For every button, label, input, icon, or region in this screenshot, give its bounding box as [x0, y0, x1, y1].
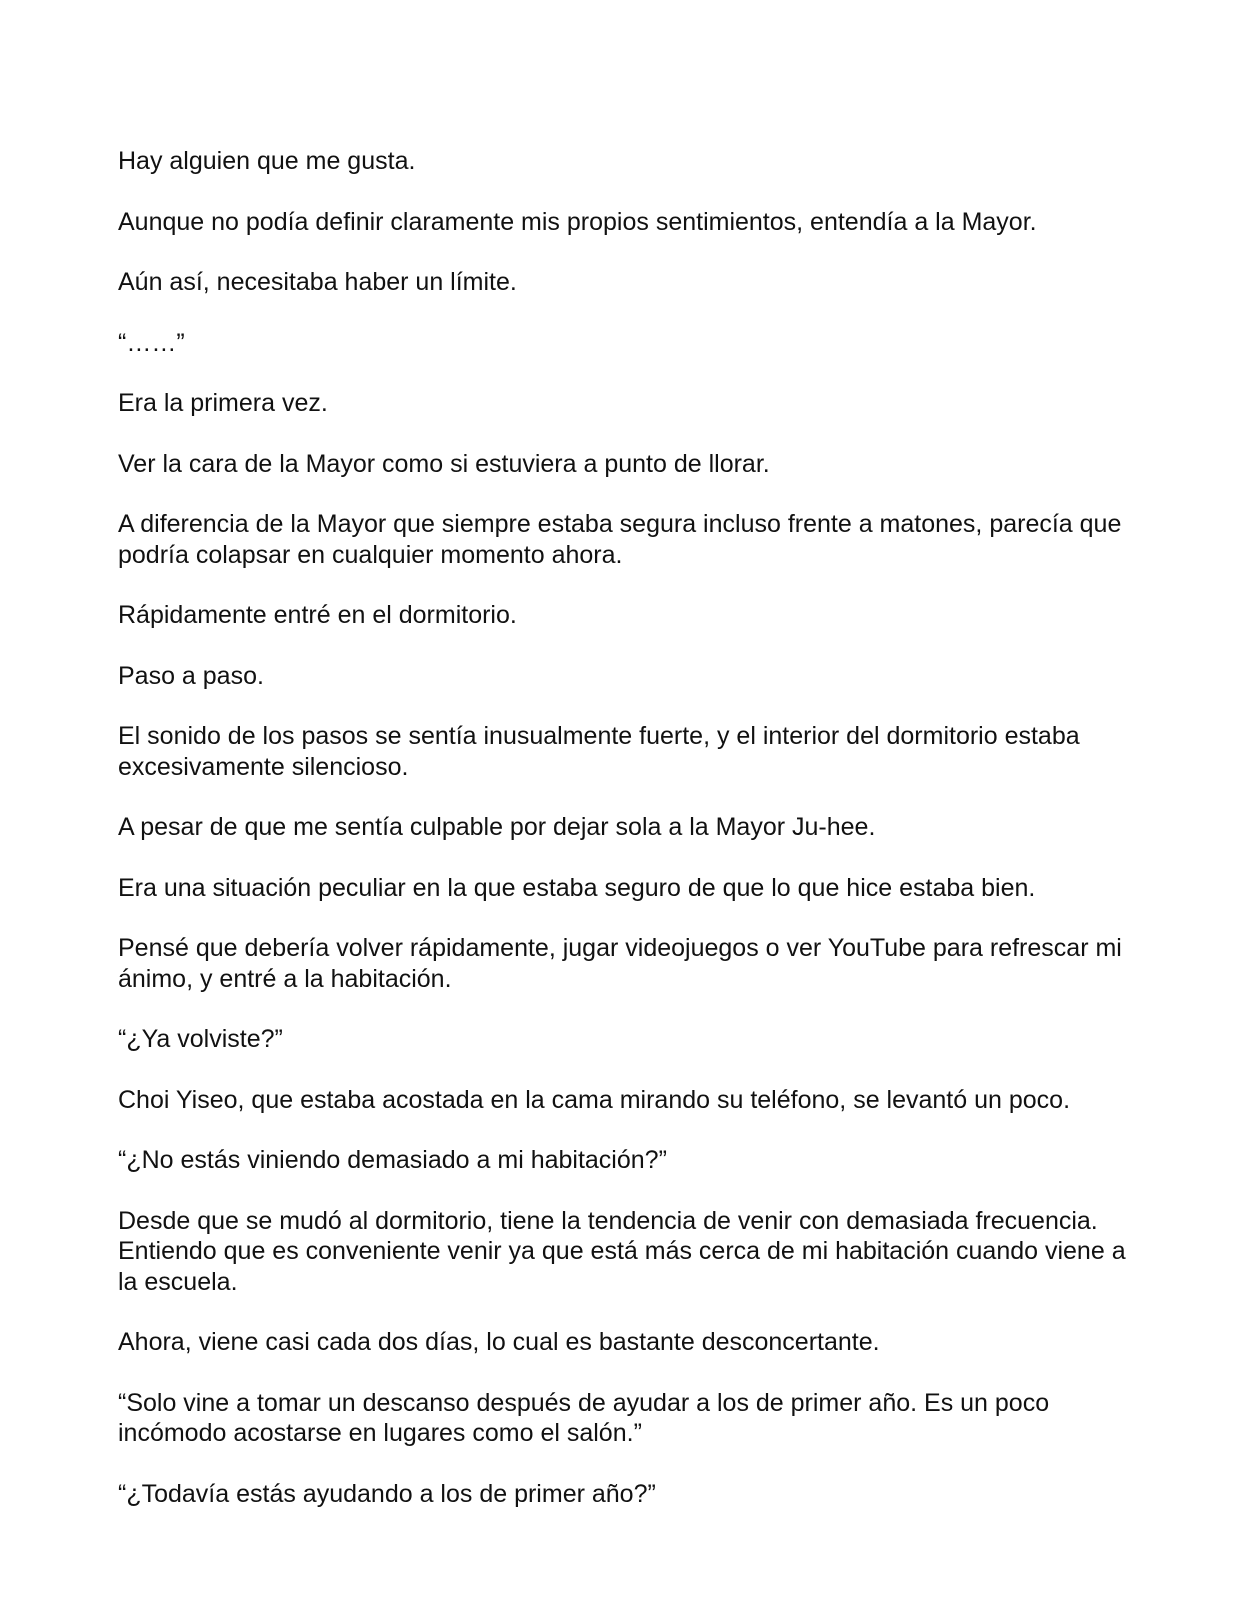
paragraph: Paso a paso.: [118, 661, 264, 690]
paragraph: Choi Yiseo, que estaba acostada en la cama mirando su teléfono, se levantó un poco.: [118, 1085, 1071, 1114]
document-body: [118, 146, 1128, 1539]
paragraph: Aún así, necesitaba haber un límite.: [118, 268, 517, 296]
paragraph: Ahora, viene casi cada dos días, lo cual es bastante desconcertante.: [118, 1328, 880, 1356]
paragraph: Aunque no podía definir claramente mis propios sentimientos, entendía a la Mayor.: [118, 207, 1037, 236]
paragraph: A pesar de que me sentía culpable por dejar sola a la Mayor Ju-hee.: [118, 813, 876, 841]
paragraph: Rápidamente entré en el dormitorio.: [118, 601, 517, 629]
paragraph: Ver la cara de la Mayor como si estuviera a punto de llorar.: [118, 449, 770, 478]
paragraph: “¿Todavía estás ayudando a los de primer año?”: [118, 1479, 656, 1508]
paragraph: Pensé que debería volver rápidamente, jugar videojuegos o ver YouTube para refrescar mi ánimo, y entré a la habitación.: [118, 934, 1122, 993]
paragraph: “……”: [118, 328, 185, 357]
paragraph: Era la primera vez.: [118, 389, 328, 417]
paragraph: “¿No estás viniendo demasiado a mi habitación?”: [118, 1146, 667, 1174]
paragraph: “Solo vine a tomar un descanso después de ayudar a los de primer año. Es un poco incómodo acostarse en lugares como el salón.”: [118, 1388, 1050, 1447]
paragraph: Era una situación peculiar en la que estaba seguro de que lo que hice estaba bien.: [118, 873, 1036, 902]
paragraph: Desde que se mudó al dormitorio, tiene la tendencia de venir con demasiada frecuencia. Entiendo que es conveniente venir ya que está más cerca de mi habitación cuando viene a la escuela.: [118, 1206, 1126, 1296]
paragraph: “¿Ya volviste?”: [118, 1025, 283, 1053]
paragraph: A diferencia de la Mayor que siempre estaba segura incluso frente a matones, parecía que podría colapsar en cualquier momento ahora.: [118, 510, 1122, 569]
paragraph: Hay alguien que me gusta.: [118, 147, 416, 175]
paragraph: El sonido de los pasos se sentía inusualmente fuerte, y el interior del dormitorio estaba excesivamente silencioso.: [118, 722, 1080, 781]
